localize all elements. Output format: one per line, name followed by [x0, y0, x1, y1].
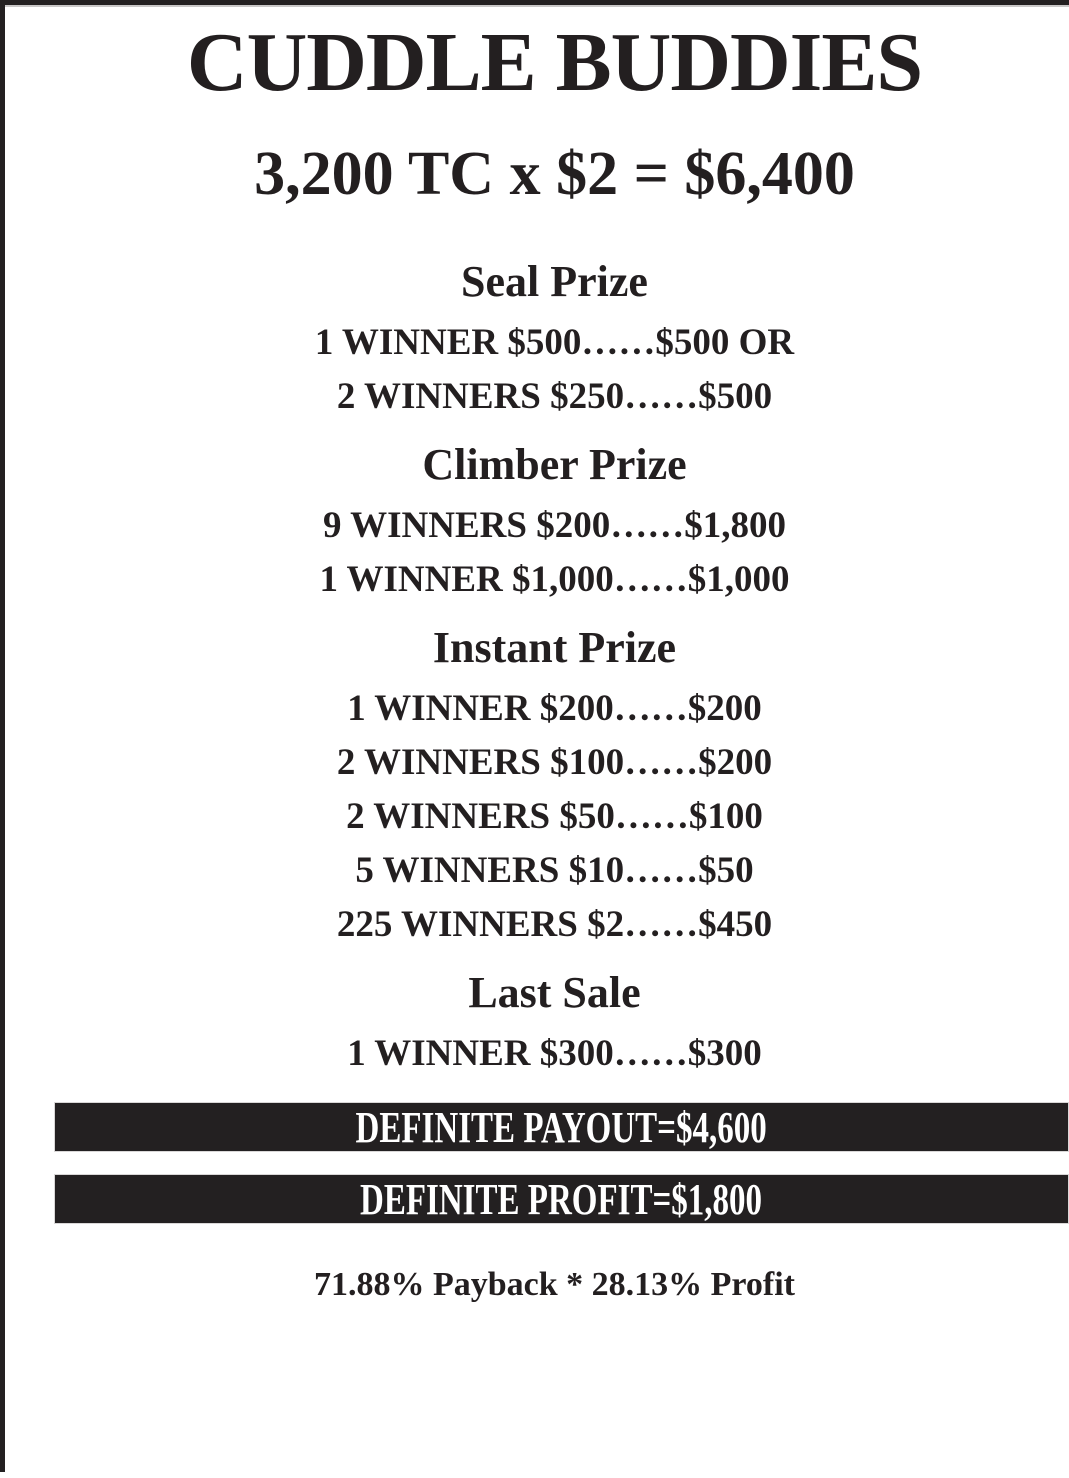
definite-profit-text: DEFINITE PROFIT=$1,800 — [360, 1175, 763, 1224]
payback-profit-note: 71.88% Payback * 28.13% Profit — [313, 1266, 795, 1303]
ticket-total-line: 3,200 TC x $2 = $6,400 — [254, 140, 855, 208]
section-instant-prize — [40, 623, 1069, 945]
climber-prize-heading: Climber Prize — [422, 440, 687, 489]
definite-payout-text: DEFINITE PAYOUT=$4,600 — [355, 1103, 768, 1152]
prize-line: 9 WINNERS $200……$1,800 — [323, 505, 786, 546]
section-last-sale — [40, 968, 1069, 1074]
definite-payout-banner — [54, 1102, 1069, 1152]
prize-line: 1 WINNER $300……$300 — [347, 1033, 762, 1074]
instant-prize-heading: Instant Prize — [432, 623, 677, 672]
prize-line: 2 WINNERS $100……$200 — [336, 742, 773, 783]
prize-line: 1 WINNER $500……$500 OR — [314, 322, 795, 363]
last-sale-heading: Last Sale — [468, 968, 641, 1017]
prize-line: 5 WINNERS $10……$50 — [355, 850, 754, 891]
prize-line: 1 WINNER $200……$200 — [347, 688, 762, 729]
prize-line: 1 WINNER $1,000……$1,000 — [319, 559, 790, 600]
section-seal-prize — [40, 257, 1069, 417]
section-climber-prize — [40, 440, 1069, 600]
prize-line: 2 WINNERS $250……$500 — [336, 376, 773, 417]
definite-profit-banner — [54, 1174, 1069, 1224]
prize-line: 2 WINNERS $50……$100 — [346, 796, 763, 837]
page-title: CUDDLE BUDDIES — [186, 16, 923, 109]
prize-line: 225 WINNERS $2……$450 — [336, 904, 773, 945]
seal-prize-heading: Seal Prize — [461, 257, 648, 306]
